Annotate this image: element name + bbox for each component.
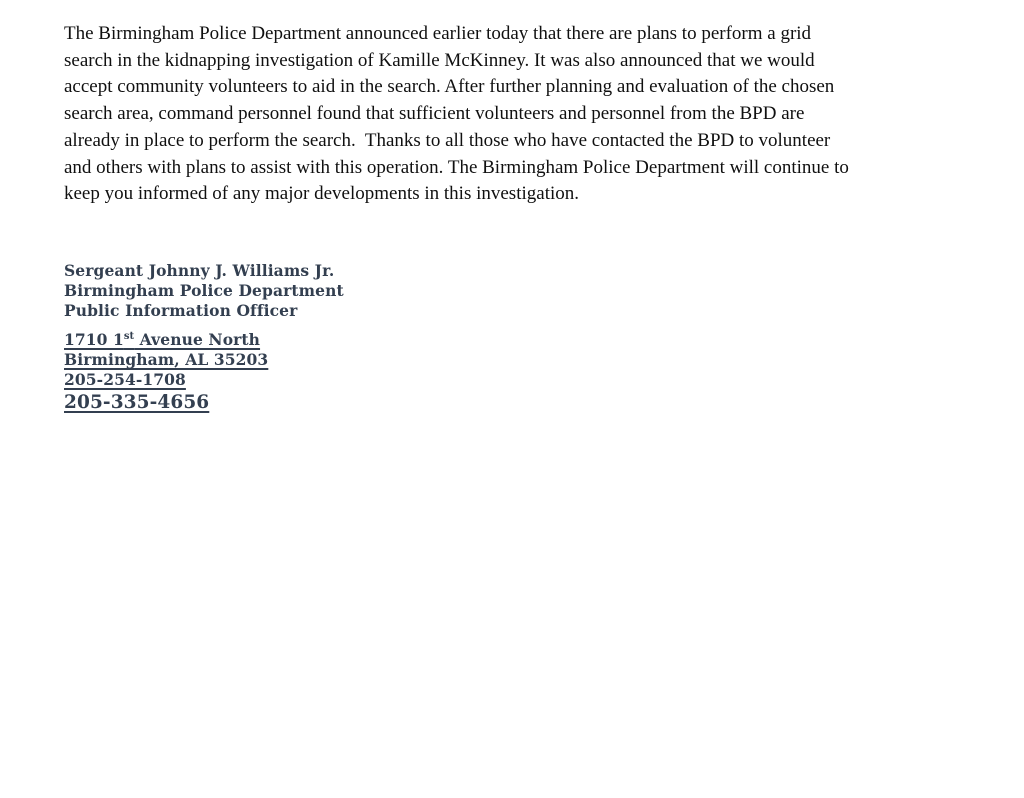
paragraph-line: and others with plans to assist with this operation. The Birmingham Police Department will continue to [64,156,849,178]
address-street-name: Avenue North [134,330,261,350]
paragraph-line: accept community volunteers to aid in the search. After further planning and evaluation of the chosen [64,76,835,98]
signature-title: Public Information Officer [64,301,298,320]
address-street-number: 1710 1 [64,330,124,350]
signature-address-street [64,327,344,350]
paragraph-line: The Birmingham Police Department announced earlier today that there are plans to perform a grid [64,23,812,44]
signature-contact [64,327,344,414]
signature-organization: Birmingham Police Department [64,281,344,300]
signature-name: Sergeant Johnny J. Williams Jr. [64,261,335,280]
signature-phone-secondary: 205-335-4656 [64,392,210,414]
paragraph-line: keep you informed of any major developments in this investigation. [64,183,580,205]
paragraph-line: search in the kidnapping investigation of Kamille McKinney. It was also announced that we would [64,49,815,71]
paragraph-line: already in place to perform the search. Thanks to all those who have contacted the BPD to volunteer [64,129,831,151]
paragraph-line: search area, command personnel found that sufficient volunteers and personnel from the BPD are [64,103,805,125]
announcement-paragraph [64,21,849,208]
signature-block [64,261,344,414]
signature-address-city: Birmingham, AL 35203 [64,350,269,370]
address-ordinal-suffix: st [123,331,135,342]
signature-phone-primary: 205-254-1708 [64,370,186,390]
